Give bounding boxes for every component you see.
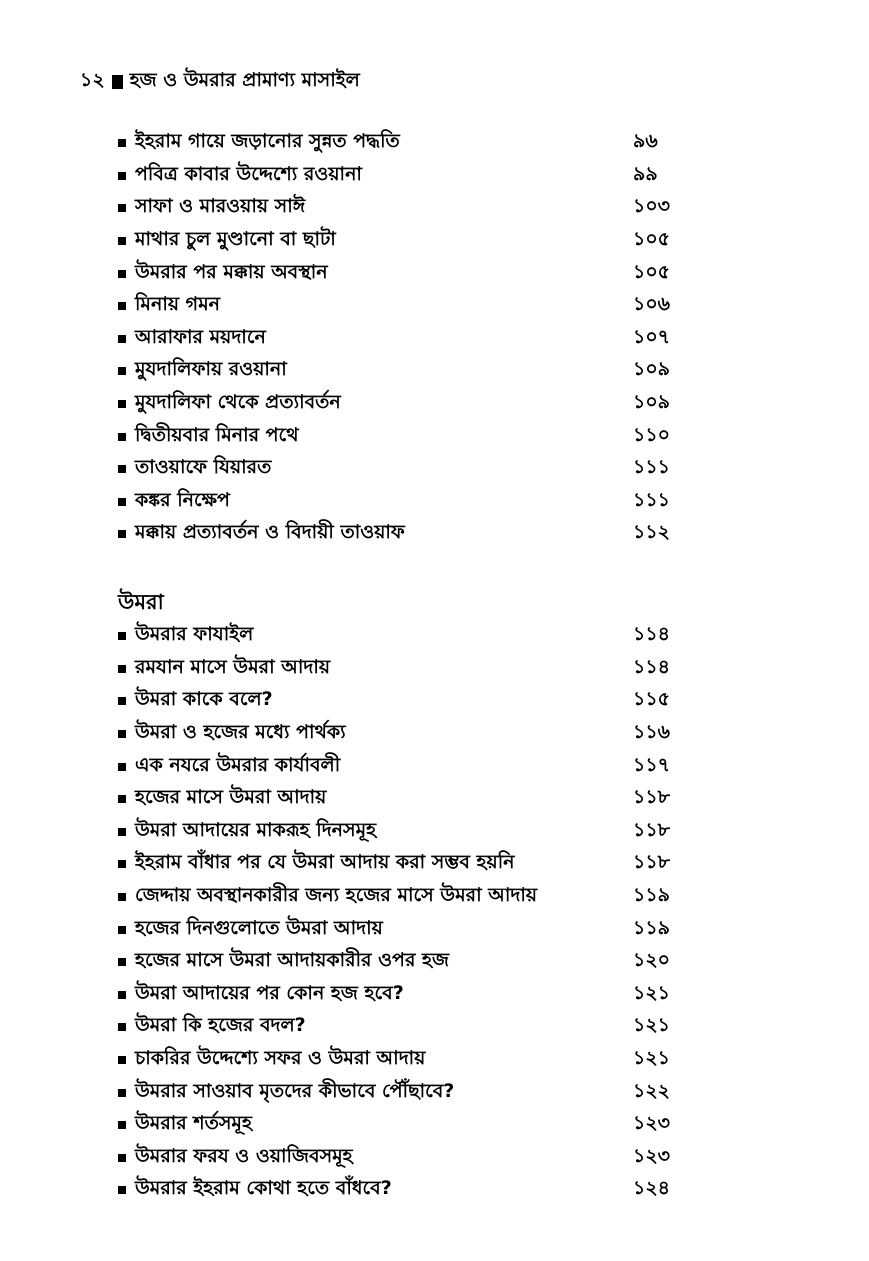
toc-entry-page: ১০৬ (633, 293, 671, 316)
toc-entry (118, 1076, 718, 1109)
toc-entry-title: হজের মাসে উমরা আদায়কারীর ওপর হজ (135, 949, 449, 972)
toc-entry-page: ১২৩ (633, 1144, 671, 1167)
square-bullet-icon (118, 795, 126, 803)
toc-entry-title: ইহরাম বাঁধার পর যে উমরা আদায় করা সম্ভব হয়নি (135, 851, 515, 874)
square-bullet-icon (118, 270, 126, 278)
toc-entry-title: উমরা ও হজের মধ্যে পার্থক্য (135, 721, 346, 744)
toc-entry-title: তাওয়াফে যিয়ারত (135, 456, 272, 479)
toc-entry (118, 848, 718, 881)
toc-entry-page: ১০৫ (633, 260, 671, 283)
hajj-toc-list (118, 127, 718, 551)
toc-entry-page: ১০৩ (633, 195, 671, 218)
toc-entry (118, 388, 718, 421)
toc-entry-title: আরাফার ময়দানে (135, 325, 266, 348)
header-square-icon (112, 75, 123, 89)
square-bullet-icon (118, 1056, 126, 1064)
toc-entry (118, 127, 718, 160)
square-bullet-icon (118, 465, 126, 473)
toc-entry-title: উমরার শর্তসমূহ (135, 1112, 252, 1135)
square-bullet-icon (118, 302, 126, 310)
toc-entry-page: ১২১ (633, 981, 671, 1004)
square-bullet-icon (118, 1186, 126, 1194)
toc-entry-title: উমরা আদায়ের পর কোন হজ হবে? (135, 981, 404, 1004)
toc-entry-title: উমরা কাকে বলে? (135, 688, 273, 711)
toc-entry-page: ১২১ (633, 1047, 671, 1070)
umrah-section-heading: উমরা (118, 590, 164, 614)
toc-entry-page: ১২২ (633, 1079, 671, 1102)
square-bullet-icon (118, 763, 126, 771)
toc-entry (118, 518, 718, 551)
toc-entry-page: ৯৯ (633, 162, 658, 185)
square-bullet-icon (118, 926, 126, 934)
square-bullet-icon (118, 1089, 126, 1097)
toc-entry-title: উমরার সাওয়াব মৃতদের কীভাবে পৌঁছাবে? (135, 1079, 455, 1102)
toc-entry-page: ১১৬ (633, 721, 671, 744)
toc-entry-title: মুযদালিফা থেকে প্রত্যাবর্তন (135, 391, 341, 414)
toc-entry (118, 323, 718, 356)
toc-entry (118, 1142, 718, 1175)
square-bullet-icon (118, 828, 126, 836)
toc-entry (118, 1011, 718, 1044)
toc-entry-page: ১১৫ (633, 688, 670, 711)
square-bullet-icon (118, 632, 126, 640)
toc-entry-page: ১১০ (633, 423, 671, 446)
square-bullet-icon (118, 665, 126, 673)
square-bullet-icon (118, 991, 126, 999)
toc-entry-title: পবিত্র কাবার উদ্দেশ্যে রওয়ানা (135, 162, 362, 185)
toc-entry-page: ১১৮ (633, 818, 670, 841)
toc-entry-page: ১২৪ (633, 1177, 671, 1200)
toc-entry-page: ১২৩ (633, 1112, 671, 1135)
toc-entry-title: হজের মাসে উমরা আদায় (135, 786, 327, 809)
toc-entry (118, 881, 718, 914)
toc-entry-title: দ্বিতীয়বার মিনার পথে (135, 423, 299, 446)
toc-entry-title: জেদ্দায় অবস্থানকারীর জন্য হজের মাসে উমরা আদায় (135, 884, 538, 907)
toc-entry (118, 225, 718, 258)
toc-entry (118, 192, 718, 225)
square-bullet-icon (118, 860, 126, 868)
toc-entry (118, 420, 718, 453)
square-bullet-icon (118, 204, 126, 212)
toc-entry (118, 816, 718, 849)
toc-entry-page: ১০৯ (633, 358, 671, 381)
toc-entry-page: ১১৮ (633, 851, 670, 874)
toc-entry-page: ১০৭ (633, 325, 671, 348)
square-bullet-icon (118, 433, 126, 441)
square-bullet-icon (118, 1154, 126, 1162)
toc-entry-page: ১১১ (633, 488, 670, 511)
toc-entry-title: এক নযরে উমরার কার্যাবলী (135, 753, 341, 776)
toc-entry (118, 290, 718, 323)
toc-entry-page: ১২১ (633, 1014, 671, 1037)
toc-entry-page: ১০৫ (633, 228, 671, 251)
toc-entry-title: উমরার পর মক্কায় অবস্থান (135, 260, 328, 283)
toc-entry-page: ১১৯ (633, 884, 670, 907)
square-bullet-icon (118, 400, 126, 408)
toc-entry (118, 1109, 718, 1142)
toc-entry-title: উমরার ফাযাইল (135, 623, 254, 646)
toc-entry-title: মিনায় গমন (135, 293, 220, 316)
toc-entry-title: উমরার ফরয ও ওয়াজিবসমূহ (135, 1144, 353, 1167)
toc-entry-page: ১১২ (633, 521, 671, 544)
toc-entry-page: ১১১ (633, 456, 670, 479)
toc-entry (118, 160, 718, 193)
toc-entry (118, 453, 718, 486)
toc-entry (118, 979, 718, 1012)
square-bullet-icon (118, 1023, 126, 1031)
toc-entry (118, 750, 718, 783)
toc-entry-page: ১১৪ (633, 623, 670, 646)
toc-entry-page: ১১৮ (633, 786, 670, 809)
header-page-number: ১২ (80, 69, 105, 91)
toc-entry-title: কঙ্কর নিক্ষেপ (135, 488, 230, 511)
toc-entry-title: মুযদালিফায় রওয়ানা (135, 358, 287, 381)
toc-entry (118, 653, 718, 686)
square-bullet-icon (118, 237, 126, 245)
toc-entry-page: ৯৬ (633, 130, 658, 153)
toc-entry-page: ১০৯ (633, 391, 671, 414)
toc-entry-title: মক্কায় প্রত্যাবর্তন ও বিদায়ী তাওয়াফ (135, 521, 405, 544)
toc-entry (118, 1174, 718, 1207)
square-bullet-icon (118, 335, 126, 343)
toc-entry-page: ১১৪ (633, 655, 670, 678)
toc-entry (118, 1044, 718, 1077)
toc-entry-page: ১২০ (633, 949, 671, 972)
toc-entry (118, 685, 718, 718)
square-bullet-icon (118, 530, 126, 538)
toc-entry-title: সাফা ও মারওয়ায় সাঈ (135, 195, 306, 218)
square-bullet-icon (118, 958, 126, 966)
toc-entry (118, 355, 718, 388)
toc-entry (118, 718, 718, 751)
toc-entry (118, 913, 718, 946)
square-bullet-icon (118, 730, 126, 738)
square-bullet-icon (118, 172, 126, 180)
toc-entry (118, 257, 718, 290)
square-bullet-icon (118, 697, 126, 705)
toc-entry (118, 783, 718, 816)
header-book-title: হজ ও উমরার প্রামাণ্য মাসাইল (129, 69, 360, 91)
toc-entry-title: চাকরির উদ্দেশ্যে সফর ও উমরা আদায় (135, 1047, 426, 1070)
toc-entry-page: ১১৯ (633, 916, 670, 939)
square-bullet-icon (118, 498, 126, 506)
toc-entry (118, 946, 718, 979)
toc-entry-page: ১১৭ (633, 753, 671, 776)
toc-entry (118, 620, 718, 653)
square-bullet-icon (118, 1121, 126, 1129)
toc-entry-title: হজের দিনগুলোতে উমরা আদায় (135, 916, 383, 939)
square-bullet-icon (118, 367, 126, 375)
square-bullet-icon (118, 139, 126, 147)
toc-entry-title: রমযান মাসে উমরা আদায় (135, 655, 331, 678)
toc-entry-title: উমরা আদায়ের মাকরূহ দিনসমূহ (135, 818, 377, 841)
toc-entry-title: উমরার ইহরাম কোথা হতে বাঁধবে? (135, 1177, 392, 1200)
toc-entry-title: ইহরাম গায়ে জড়ানোর সুন্নত পদ্ধতি (135, 130, 400, 153)
toc-entry-title: মাথার চুল মুণ্ডানো বা ছাটা (135, 228, 336, 251)
running-header (80, 66, 360, 98)
umrah-toc-list (118, 620, 718, 1207)
toc-entry (118, 486, 718, 519)
square-bullet-icon (118, 893, 126, 901)
toc-entry-title: উমরা কি হজের বদল? (135, 1014, 306, 1037)
